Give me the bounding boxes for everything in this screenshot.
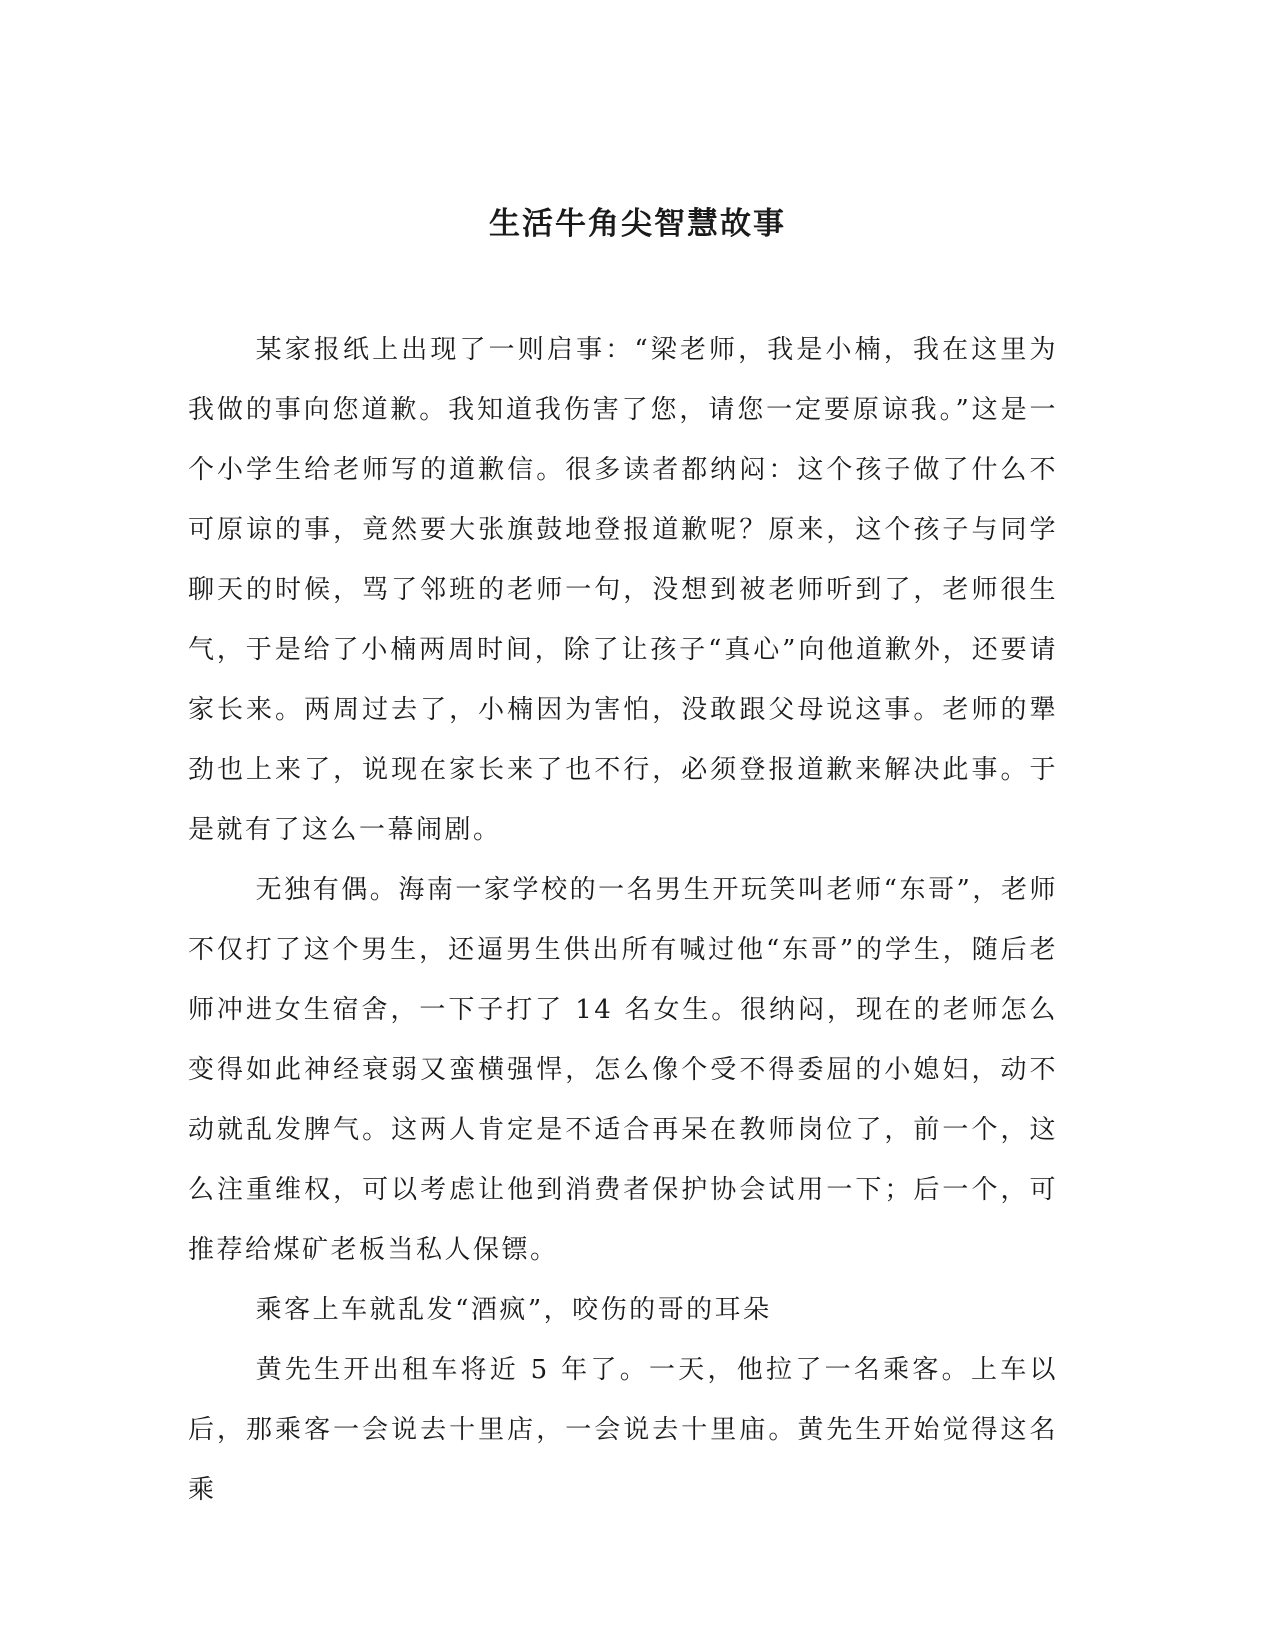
document-body (188, 320, 1058, 1520)
document-title: 生活牛角尖智慧故事 (489, 206, 786, 242)
paragraph: 乘客上车就乱发“酒疯”，咬伤的哥的耳朵 (255, 1295, 772, 1325)
paragraph: 无独有偶。海南一家学校的一名男生开玩笑叫老师“东哥”，老师不仅打了这个男生，还逼男生供出所有喊过他“东哥”的学生，随后老师冲进女生宿舍，一下子打了 14 名女生。很纳闷，现在的老师怎么变得如此神经衰弱又蛮横强悍，怎么像个受不得委屈的小媳妇，动不动就乱发脾气。这两人肯定是不适合再呆在教师岗位了，前一个，这么注重维权，可以考虑让他到消费者保护协会试用一下；后一个，可推荐给煤矿老板当私人保镖。 (188, 875, 1058, 1265)
paragraph: 黄先生开出租车将近 5 年了。一天，他拉了一名乘客。上车以后，那乘客一会说去十里店，一会说去十里庙。黄先生开始觉得这名乘 (188, 1355, 1058, 1505)
paragraph: 某家报纸上出现了一则启事：“梁老师，我是小楠，我在这里为我做的事向您道歉。我知道我伤害了您，请您一定要原谅我。”这是一个小学生给老师写的道歉信。很多读者都纳闷：这个孩子做了什么不可原谅的事，竟然要大张旗鼓地登报道歉呢？原来，这个孩子与同学聊天的时候，骂了邻班的老师一句，没想到被老师听到了，老师很生气，于是给了小楠两周时间，除了让孩子“真心”向他道歉外，还要请家长来。两周过去了，小楠因为害怕，没敢跟父母说这事。老师的犟劲也上来了，说现在家长来了也不行，必须登报道歉来解决此事。于是就有了这么一幕闹剧。 (188, 335, 1058, 845)
